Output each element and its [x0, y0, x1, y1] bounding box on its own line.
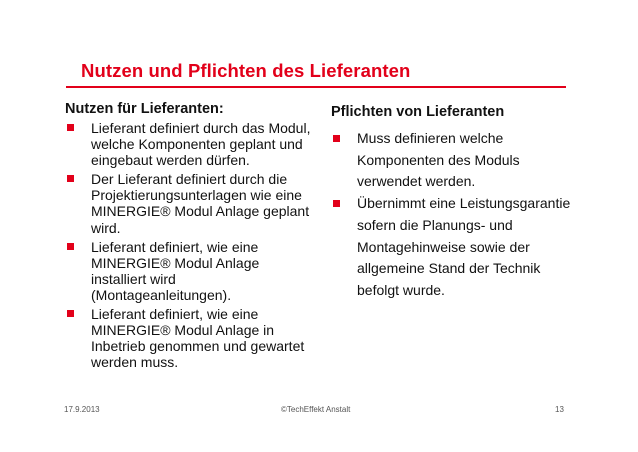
footer-copyright: ©TechEffekt Anstalt: [281, 405, 351, 414]
list-item: [65, 306, 313, 370]
list-item-text: Muss definieren welche Komponenten des Moduls verwendet werden.: [357, 130, 520, 190]
list-item-text: Lieferant definiert, wie eine MINERGIE® Modul Anlage in Inbetrieb genommen und gewartet werden muss.: [91, 306, 305, 371]
list-item: [331, 193, 581, 302]
list-item-text: Der Lieferant definiert durch die Projektierungsunterlagen wie eine MINERGIE® Modul Anlage geplant wird.: [91, 171, 310, 236]
square-bullet-icon: [67, 175, 74, 182]
benefits-list: [65, 120, 313, 370]
duties-column: [331, 104, 581, 302]
list-item: [65, 120, 313, 168]
duties-list: [331, 128, 581, 302]
benefits-column: [65, 101, 313, 373]
square-bullet-icon: [67, 243, 74, 250]
square-bullet-icon: [67, 310, 74, 317]
page-number: 13: [555, 405, 564, 414]
title-divider: [66, 86, 566, 88]
square-bullet-icon: [333, 200, 340, 207]
list-item: [65, 171, 313, 235]
square-bullet-icon: [333, 135, 340, 142]
list-item: [65, 239, 313, 303]
list-item: [331, 128, 581, 193]
list-item-text: Lieferant definiert durch das Modul, welche Komponenten geplant und eingebaut werden dürfen.: [91, 120, 311, 169]
footer-date: 17.9.2013: [64, 405, 100, 414]
duties-heading: Pflichten von Lieferanten: [331, 104, 505, 120]
benefits-heading: Nutzen für Lieferanten:: [65, 101, 224, 117]
slide-title: Nutzen und Pflichten des Lieferanten: [81, 60, 411, 81]
list-item-text: Übernimmt eine Leistungsgarantie sofern die Planungs- und Montagehinweise sowie der allgemeine Stand der Technik befolgt wurde.: [357, 195, 571, 298]
list-item-text: Lieferant definiert, wie eine MINERGIE® Modul Anlage installiert wird (Montageanleitungen).: [91, 238, 260, 303]
square-bullet-icon: [67, 124, 74, 131]
